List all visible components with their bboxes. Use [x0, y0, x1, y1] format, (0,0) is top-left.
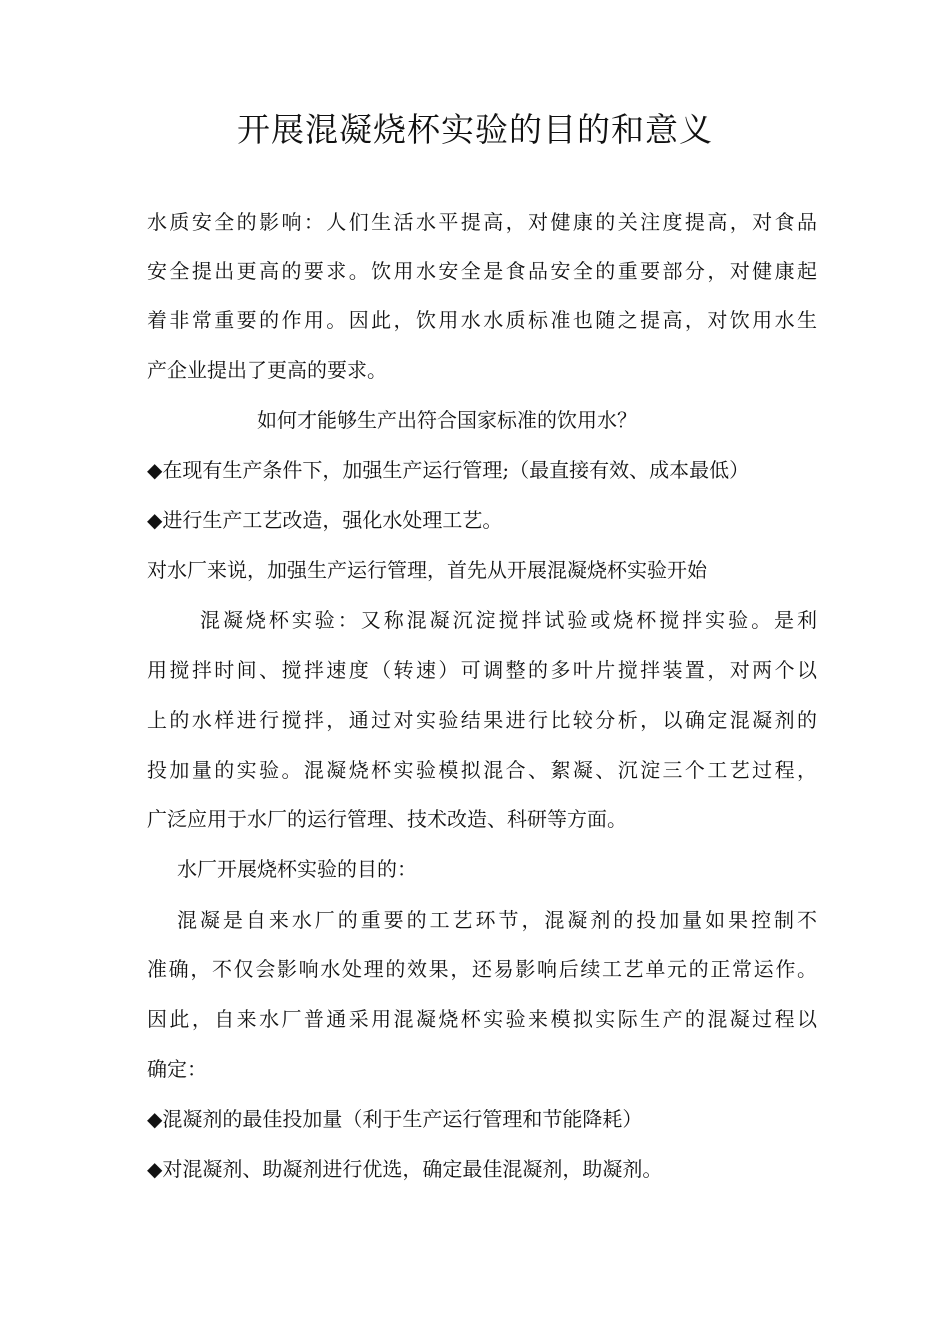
paragraph-line: 混凝是自来水厂的重要的工艺环节，混凝剂的投加量如果控制不: [177, 908, 817, 932]
question-heading: 如何才能够生产出符合国家标准的饮用水？: [257, 408, 637, 432]
bullet-item: ◆混凝剂的最佳投加量（利于生产运行管理和节能降耗）: [147, 1107, 643, 1131]
bullet-item: ◆进行生产工艺改造，强化水处理工艺。: [147, 508, 503, 532]
bullet-item: ◆在现有生产条件下，加强生产运行管理;（最直接有效、成本最低）: [147, 458, 750, 482]
paragraph-line: 准确，不仅会影响水处理的效果，还易影响后续工艺单元的正常运作。: [147, 957, 817, 981]
paragraph-line: 对水厂来说，加强生产运行管理，首先从开展混凝烧杯实验开始: [147, 558, 707, 582]
document-title: 开展混凝烧杯实验的目的和意义: [237, 110, 713, 149]
paragraph-line: 着非常重要的作用。因此，饮用水水质标准也随之提高，对饮用水生: [147, 308, 817, 332]
paragraph-line: 上的水样进行搅拌，通过对实验结果进行比较分析，以确定混凝剂的: [147, 708, 817, 732]
bullet-item: ◆对混凝剂、助凝剂进行优选，确定最佳混凝剂，助凝剂。: [147, 1157, 663, 1181]
paragraph-line: 安全提出更高的要求。饮用水安全是食品安全的重要部分，对健康起: [147, 259, 817, 283]
paragraph-line: 产企业提出了更高的要求。: [147, 358, 387, 382]
paragraph-line: 用搅拌时间、搅拌速度（转速）可调整的多叶片搅拌装置，对两个以: [147, 658, 817, 682]
paragraph-line: 因此，自来水厂普通采用混凝烧杯实验来模拟实际生产的混凝过程以: [147, 1007, 817, 1031]
paragraph-line: 水质安全的影响：人们生活水平提高，对健康的关注度提高，对食品: [147, 210, 817, 234]
paragraph-line: 混凝烧杯实验：又称混凝沉淀搅拌试验或烧杯搅拌实验。是利: [200, 608, 817, 632]
paragraph-line: 确定：: [147, 1057, 207, 1081]
section-heading: 水厂开展烧杯实验的目的：: [177, 857, 417, 881]
paragraph-line: 投加量的实验。混凝烧杯实验模拟混合、絮凝、沉淀三个工艺过程，: [147, 758, 817, 782]
paragraph-line: 广泛应用于水厂的运行管理、技术改造、科研等方面。: [147, 807, 627, 831]
